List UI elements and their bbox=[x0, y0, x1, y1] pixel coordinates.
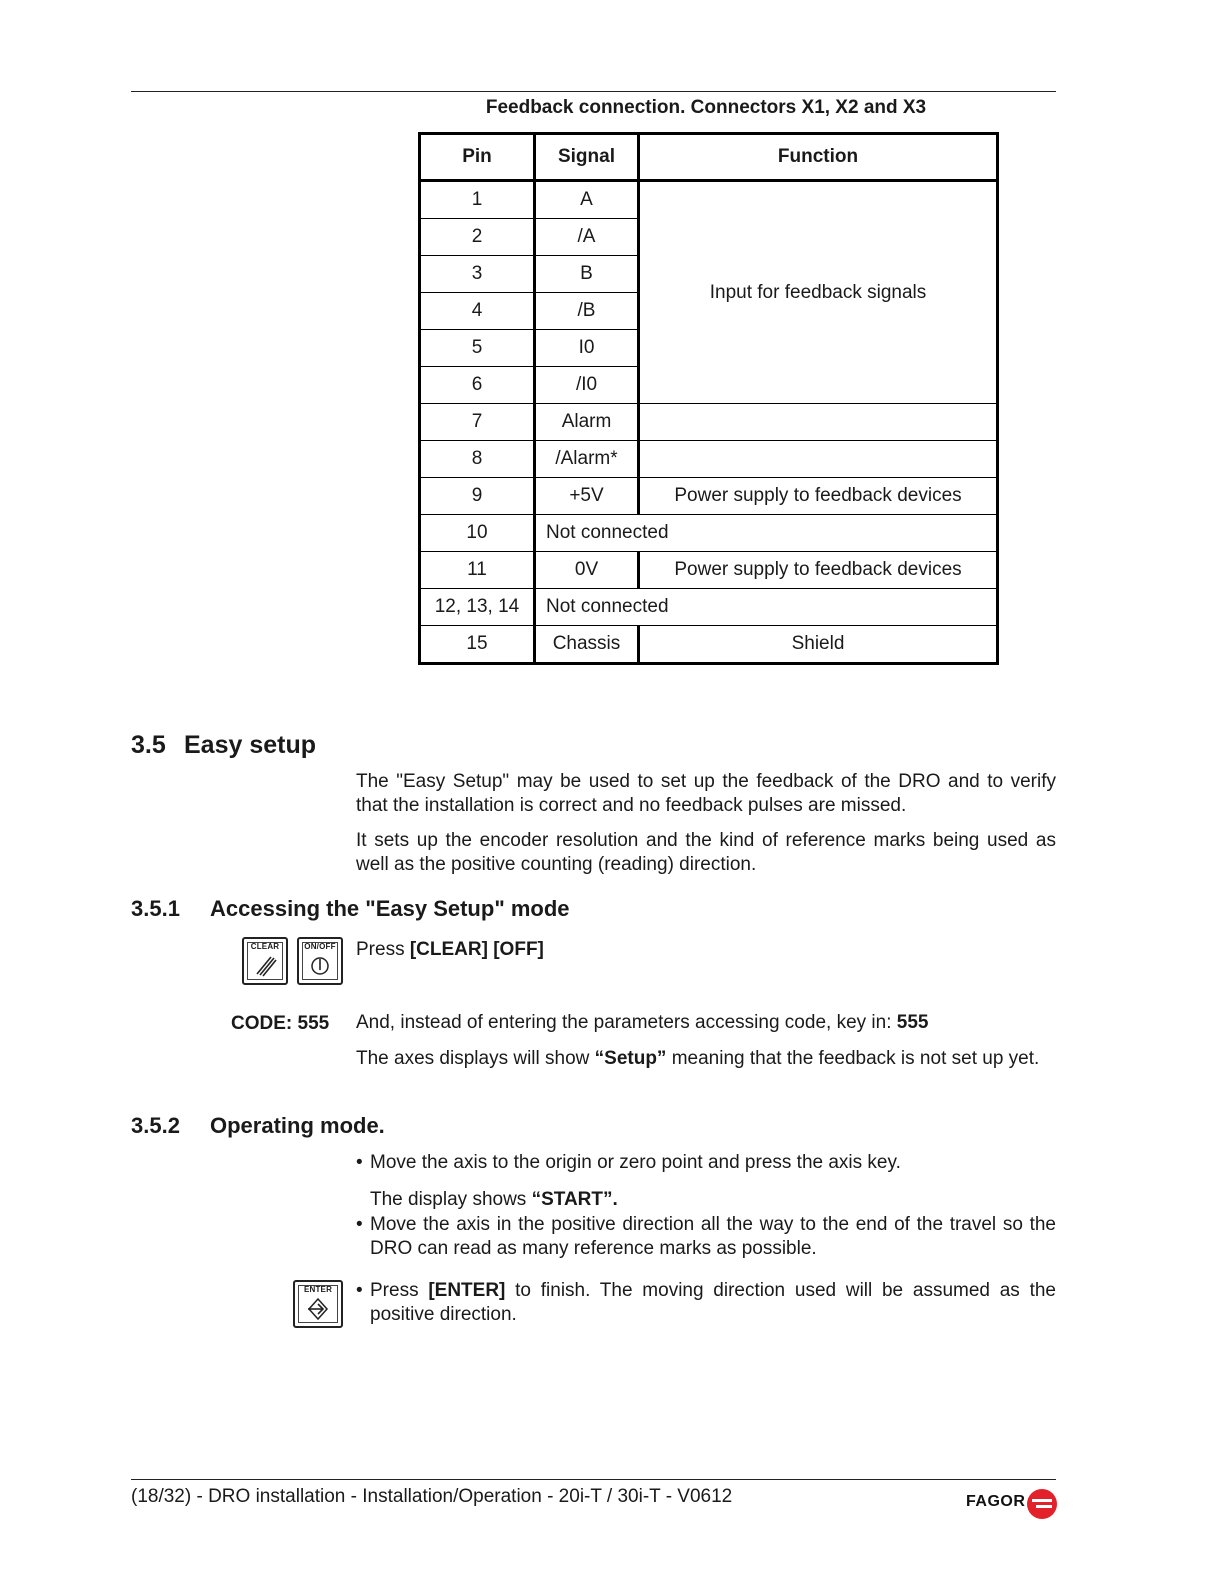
display-prefix: The display shows bbox=[370, 1189, 532, 1210]
code-value: 555 bbox=[896, 1012, 929, 1033]
pin-cell: 2 bbox=[420, 219, 535, 256]
easy-setup-paragraph-2: It sets up the encoder resolution and the kind of reference marks being used as well as the positive counting (reading) direction. bbox=[356, 830, 1056, 875]
on-off-key-icon bbox=[297, 937, 343, 985]
clear-key-icon bbox=[242, 937, 288, 985]
bullet-text bbox=[370, 1279, 1056, 1327]
signal-cell: +5V bbox=[535, 478, 639, 515]
signal-cell: Chassis bbox=[535, 626, 639, 664]
bullet-item-3 bbox=[356, 1279, 1056, 1327]
table-row bbox=[420, 552, 998, 589]
bullet-item-2 bbox=[356, 1213, 1056, 1261]
enter-arrow-icon bbox=[295, 1282, 341, 1326]
code-text: And, instead of entering the parameters accessing code, key in: bbox=[356, 1012, 897, 1033]
display-bold: “START”. bbox=[531, 1189, 618, 1210]
table-row bbox=[420, 515, 998, 552]
header-function: Function bbox=[639, 134, 998, 181]
press-clear-off-text bbox=[356, 938, 1056, 962]
easy-setup-paragraph-1: The "Easy Setup" may be used to set up the feedback of the DRO and to verify that the installation is correct and no feedback pulses are missed. bbox=[356, 771, 1056, 816]
bullet-text: Move the axis in the positive direction all the way to the end of the travel so the DRO can read as many reference marks as possible. bbox=[370, 1214, 1056, 1259]
function-cell bbox=[639, 404, 998, 441]
merged-signal-function-cell: Not connected bbox=[535, 515, 998, 552]
signal-cell: A bbox=[535, 181, 639, 219]
bullet-dot: • bbox=[356, 1152, 363, 1173]
function-cell: Shield bbox=[639, 626, 998, 664]
pin-cell: 15 bbox=[420, 626, 535, 664]
signal-cell: Alarm bbox=[535, 404, 639, 441]
section-3-5-2-heading bbox=[131, 1113, 385, 1139]
press-prefix: Press bbox=[356, 939, 410, 960]
pin-cell: 6 bbox=[420, 367, 535, 404]
header-pin: Pin bbox=[420, 134, 535, 181]
pin-cell: 5 bbox=[420, 330, 535, 367]
pin-cell: 8 bbox=[420, 441, 535, 478]
press-keys: [CLEAR] [OFF] bbox=[409, 939, 544, 960]
enter-key-icon bbox=[293, 1280, 343, 1328]
axes-display-text bbox=[356, 1047, 1056, 1071]
section-number: 3.5.1 bbox=[131, 896, 180, 921]
bullet-dot: • bbox=[356, 1280, 363, 1301]
pin-cell: 7 bbox=[420, 404, 535, 441]
table-row bbox=[420, 404, 998, 441]
function-cell-merged: Input for feedback signals bbox=[639, 181, 998, 404]
table-row bbox=[420, 478, 998, 515]
power-icon bbox=[299, 939, 341, 983]
section-3-5-1-heading bbox=[131, 896, 570, 922]
feedback-connection-table bbox=[418, 132, 999, 665]
merged-signal-function-cell: Not connected bbox=[535, 589, 998, 626]
pin-cell: 10 bbox=[420, 515, 535, 552]
section-number: 3.5 bbox=[131, 731, 166, 759]
key-label: ON/OFF bbox=[304, 942, 336, 951]
code-label: CODE: 555 bbox=[231, 1013, 330, 1034]
fagor-logo-text: FAGOR bbox=[966, 1493, 1026, 1510]
table-caption: Feedback connection. Connectors X1, X2 and X3 bbox=[485, 97, 927, 118]
bullet-item-1 bbox=[356, 1151, 1056, 1175]
clear-slash-icon bbox=[244, 939, 286, 983]
section-number: 3.5.2 bbox=[131, 1113, 180, 1138]
axes-suffix: meaning that the feedback is not set up yet. bbox=[666, 1048, 1040, 1069]
bullet3-bold: [ENTER] bbox=[428, 1280, 506, 1301]
display-shows-text bbox=[356, 1188, 1056, 1212]
fagor-logo-icon bbox=[1026, 1488, 1058, 1520]
signal-cell: /Alarm* bbox=[535, 441, 639, 478]
signal-cell: /A bbox=[535, 219, 639, 256]
header-signal: Signal bbox=[535, 134, 639, 181]
table-row bbox=[420, 626, 998, 664]
fagor-logo bbox=[966, 1487, 1058, 1521]
display-shows-line bbox=[370, 1188, 1056, 1212]
pin-cell: 11 bbox=[420, 552, 535, 589]
code-instruction-text bbox=[356, 1011, 1056, 1035]
table-header-row bbox=[420, 134, 998, 181]
function-cell bbox=[639, 441, 998, 478]
table-row bbox=[420, 589, 998, 626]
bullet3-suffix: to finish. The moving direction used will be assumed as the positive direction. bbox=[370, 1280, 1056, 1325]
table-row bbox=[420, 181, 998, 219]
signal-cell: B bbox=[535, 256, 639, 293]
footer-text: (18/32) - DRO installation - Installation/Operation - 20i-T / 30i-T - V0612 bbox=[131, 1486, 733, 1507]
section-title: Easy setup bbox=[184, 731, 317, 759]
key-label: CLEAR bbox=[250, 942, 280, 951]
pin-cell: 1 bbox=[420, 181, 535, 219]
axes-prefix: The axes displays will show bbox=[356, 1048, 595, 1069]
header-rule bbox=[131, 91, 1056, 92]
key-label: ENTER bbox=[303, 1285, 333, 1294]
table-row bbox=[420, 441, 998, 478]
signal-cell: 0V bbox=[535, 552, 639, 589]
section-3-5-heading bbox=[131, 731, 316, 760]
function-cell: Power supply to feedback devices bbox=[639, 478, 998, 515]
bullet-text: Move the axis to the origin or zero point and press the axis key. bbox=[370, 1152, 901, 1173]
axes-bold: “Setup” bbox=[594, 1048, 667, 1069]
pin-cell: 12, 13, 14 bbox=[420, 589, 535, 626]
footer-rule bbox=[131, 1479, 1056, 1480]
pin-cell: 4 bbox=[420, 293, 535, 330]
signal-cell: /B bbox=[535, 293, 639, 330]
pin-cell: 9 bbox=[420, 478, 535, 515]
bullet-dot: • bbox=[356, 1214, 363, 1235]
function-cell: Power supply to feedback devices bbox=[639, 552, 998, 589]
bullet3-prefix: Press bbox=[370, 1280, 429, 1301]
section-title: Operating mode. bbox=[210, 1113, 385, 1138]
section-title: Accessing the "Easy Setup" mode bbox=[210, 896, 570, 921]
signal-cell: /I0 bbox=[535, 367, 639, 404]
pin-cell: 3 bbox=[420, 256, 535, 293]
signal-cell: I0 bbox=[535, 330, 639, 367]
